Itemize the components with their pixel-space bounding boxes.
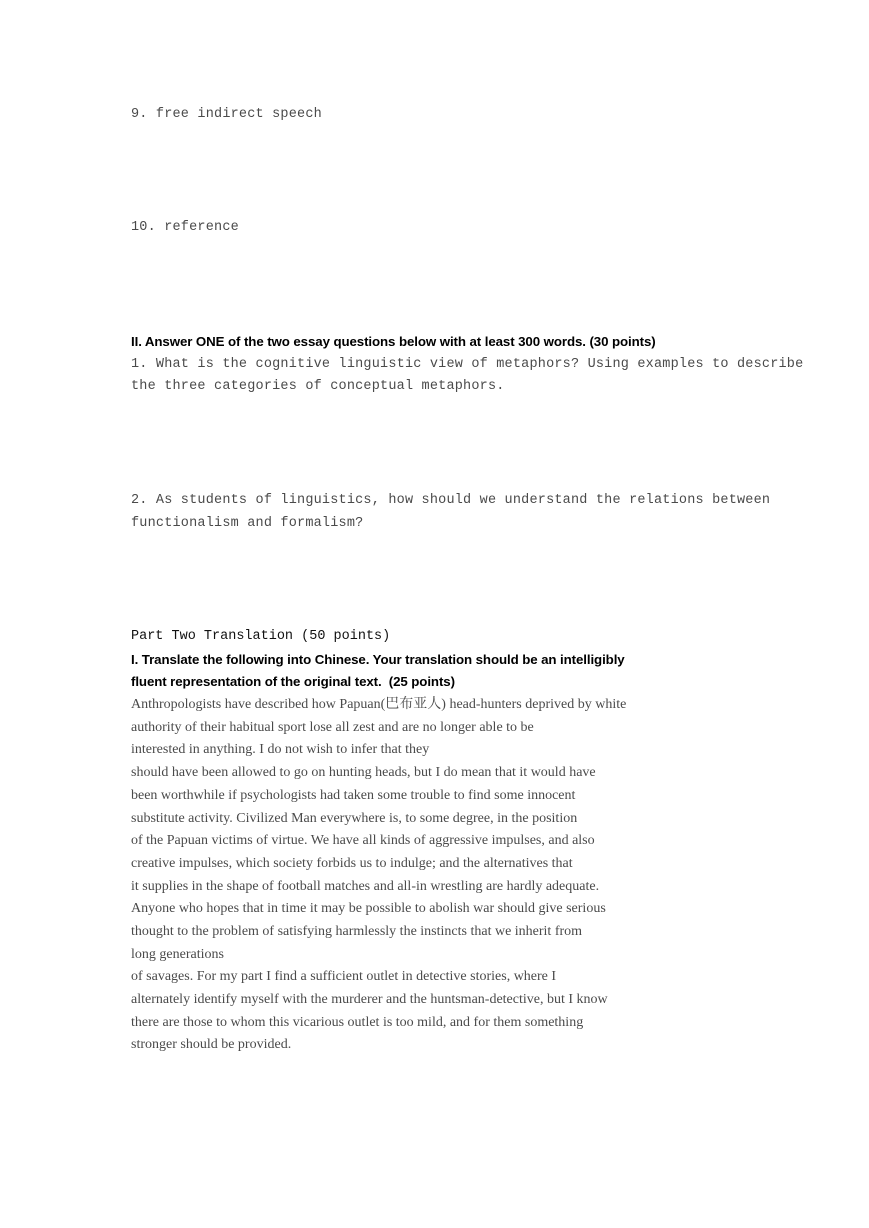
passage-line: substitute activity. Civilized Man everywhere is, to some degree, in the position — [131, 810, 578, 826]
passage-line: thought to the problem of satisfying harmlessly the instincts that we inherit from — [131, 923, 583, 939]
translation-instruction-line-1: I. Translate the following into Chinese. Your translation should be an intelligibly — [131, 651, 625, 667]
exam-page — [131, 104, 804, 1057]
translation-passage — [131, 694, 743, 1057]
passage-line: long generations — [131, 946, 224, 962]
essay-question-1-line-1: 1. What is the cognitive linguistic view of metaphors? Using examples to describe — [131, 356, 804, 372]
passage-line: should have been allowed to go on hunting heads, but I do mean that it would have — [131, 765, 596, 781]
translation-part-title: Part Two Translation (50 points) — [131, 629, 391, 644]
passage-line: of the Papuan victims of virtue. We have all kinds of aggressive impulses, and also — [131, 833, 595, 849]
answer-space — [131, 240, 743, 331]
answer-space — [131, 127, 743, 218]
term-item-9: 9. free indirect speech — [131, 107, 322, 122]
passage-line: creative impulses, which society forbids us to indulge; and the alternatives that — [131, 855, 573, 871]
passage-line: it supplies in the shape of football matches and all-in wrestling are hardly adequate. — [131, 878, 600, 894]
passage-line: interested in anything. I do not wish to infer that they — [131, 742, 430, 758]
passage-line: of savages. For my part I find a sufficient outlet in detective stories, where I — [131, 969, 557, 985]
translation-instruction-line-2: fluent representation of the original text. (25 points) — [131, 674, 455, 690]
passage-line: there are those to whom this vicarious outlet is too mild, and for them something — [131, 1014, 584, 1030]
passage-line: authority of their habitual sport lose all zest and are no longer able to be — [131, 719, 534, 735]
essay-question-1-line-2: the three categories of conceptual metaphors. — [131, 379, 505, 395]
essay-section-heading: II. Answer ONE of the two essay questions below with at least 300 words. (30 points) — [131, 333, 656, 349]
passage-line: Anyone who hopes that in time it may be possible to abolish war should give serious — [131, 901, 606, 917]
term-item-10: 10. reference — [131, 220, 239, 236]
answer-space — [131, 399, 743, 490]
answer-space — [131, 535, 743, 626]
passage-line: stronger should be provided. — [131, 1037, 292, 1053]
essay-question-2-line-1: 2. As students of linguistics, how should we understand the relations between — [131, 492, 771, 508]
passage-line: alternately identify myself with the murderer and the huntsman-detective, but I know — [131, 992, 608, 1007]
passage-line: been worthwhile if psychologists had taken some trouble to find some innocent — [131, 787, 576, 803]
essay-question-2-line-2: functionalism and formalism? — [131, 515, 364, 531]
passage-line: Anthropologists have described how Papuan(巴布亚人) head-hunters deprived by white — [131, 697, 627, 713]
